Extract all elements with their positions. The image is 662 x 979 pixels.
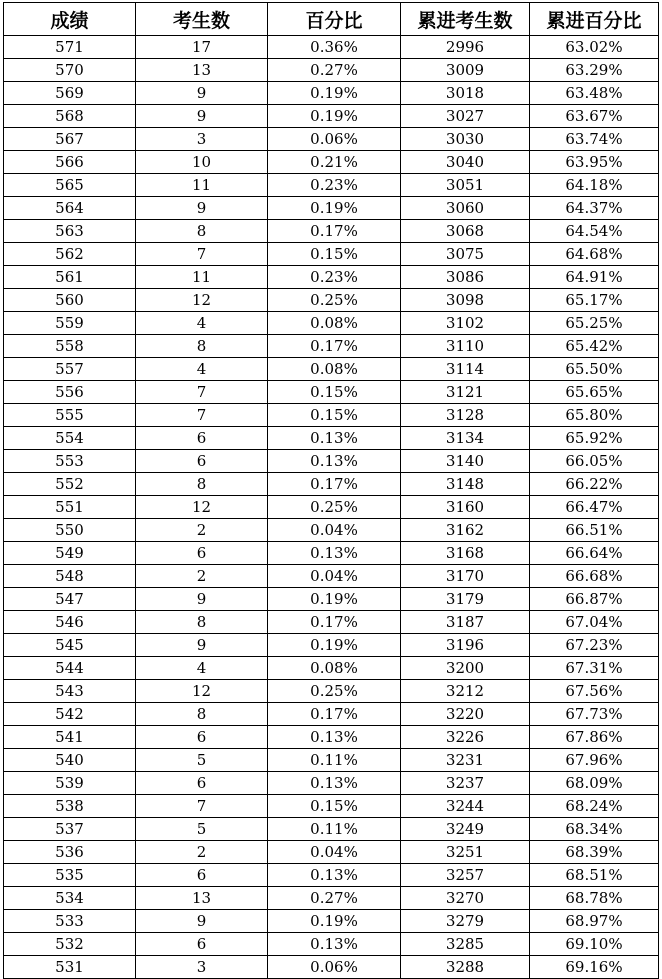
candidate-count-cell: 8 (136, 703, 268, 726)
cumulative-percentage-cell: 63.29% (530, 59, 659, 82)
cumulative-count-cell: 3251 (401, 841, 530, 864)
header-score: 成绩 (4, 3, 136, 36)
header-percentage: 百分比 (268, 3, 401, 36)
cumulative-count-cell: 3162 (401, 519, 530, 542)
candidate-count-cell: 2 (136, 565, 268, 588)
cumulative-percentage-cell: 63.74% (530, 128, 659, 151)
table-row (4, 634, 659, 657)
score-cell: 565 (4, 174, 136, 197)
table-row (4, 657, 659, 680)
cumulative-count-cell: 3288 (401, 956, 530, 979)
percentage-cell: 0.04% (268, 841, 401, 864)
cumulative-count-cell: 3140 (401, 450, 530, 473)
table-row (4, 289, 659, 312)
table-row (4, 335, 659, 358)
score-cell: 534 (4, 887, 136, 910)
score-cell: 561 (4, 266, 136, 289)
score-cell: 558 (4, 335, 136, 358)
score-cell: 541 (4, 726, 136, 749)
candidate-count-cell: 9 (136, 588, 268, 611)
cumulative-count-cell: 3249 (401, 818, 530, 841)
cumulative-count-cell: 3060 (401, 197, 530, 220)
percentage-cell: 0.04% (268, 519, 401, 542)
percentage-cell: 0.25% (268, 496, 401, 519)
score-cell: 554 (4, 427, 136, 450)
table-row (4, 841, 659, 864)
cumulative-count-cell: 3027 (401, 105, 530, 128)
candidate-count-cell: 7 (136, 404, 268, 427)
score-cell: 560 (4, 289, 136, 312)
cumulative-percentage-cell: 63.67% (530, 105, 659, 128)
table-row (4, 266, 659, 289)
candidate-count-cell: 6 (136, 864, 268, 887)
candidate-count-cell: 9 (136, 197, 268, 220)
percentage-cell: 0.11% (268, 818, 401, 841)
cumulative-percentage-cell: 69.16% (530, 956, 659, 979)
score-cell: 538 (4, 795, 136, 818)
table-row (4, 910, 659, 933)
table-row (4, 450, 659, 473)
cumulative-percentage-cell: 66.64% (530, 542, 659, 565)
score-cell: 531 (4, 956, 136, 979)
table-row (4, 312, 659, 335)
cumulative-percentage-cell: 66.87% (530, 588, 659, 611)
candidate-count-cell: 3 (136, 128, 268, 151)
percentage-cell: 0.13% (268, 933, 401, 956)
cumulative-percentage-cell: 65.42% (530, 335, 659, 358)
table-row (4, 933, 659, 956)
score-cell: 542 (4, 703, 136, 726)
table-row (4, 473, 659, 496)
cumulative-count-cell: 3257 (401, 864, 530, 887)
table-row (4, 772, 659, 795)
table-row (4, 680, 659, 703)
percentage-cell: 0.06% (268, 128, 401, 151)
candidate-count-cell: 3 (136, 956, 268, 979)
percentage-cell: 0.13% (268, 726, 401, 749)
score-cell: 555 (4, 404, 136, 427)
cumulative-count-cell: 3231 (401, 749, 530, 772)
percentage-cell: 0.19% (268, 634, 401, 657)
table-row (4, 59, 659, 82)
percentage-cell: 0.25% (268, 289, 401, 312)
candidate-count-cell: 2 (136, 841, 268, 864)
cumulative-percentage-cell: 67.73% (530, 703, 659, 726)
table-row (4, 818, 659, 841)
table-row (4, 519, 659, 542)
table-row (4, 703, 659, 726)
candidate-count-cell: 6 (136, 427, 268, 450)
score-cell: 545 (4, 634, 136, 657)
candidate-count-cell: 6 (136, 772, 268, 795)
score-cell: 552 (4, 473, 136, 496)
cumulative-count-cell: 2996 (401, 36, 530, 59)
cumulative-percentage-cell: 68.39% (530, 841, 659, 864)
table-row (4, 427, 659, 450)
score-cell: 551 (4, 496, 136, 519)
cumulative-percentage-cell: 66.68% (530, 565, 659, 588)
cumulative-percentage-cell: 64.37% (530, 197, 659, 220)
table-row (4, 197, 659, 220)
cumulative-count-cell: 3160 (401, 496, 530, 519)
candidate-count-cell: 8 (136, 473, 268, 496)
candidate-count-cell: 8 (136, 611, 268, 634)
cumulative-count-cell: 3051 (401, 174, 530, 197)
candidate-count-cell: 11 (136, 174, 268, 197)
score-table (3, 2, 659, 979)
percentage-cell: 0.19% (268, 910, 401, 933)
candidate-count-cell: 7 (136, 795, 268, 818)
cumulative-percentage-cell: 68.78% (530, 887, 659, 910)
score-cell: 570 (4, 59, 136, 82)
cumulative-count-cell: 3220 (401, 703, 530, 726)
table-row (4, 726, 659, 749)
candidate-count-cell: 6 (136, 933, 268, 956)
percentage-cell: 0.21% (268, 151, 401, 174)
table-row (4, 82, 659, 105)
percentage-cell: 0.19% (268, 82, 401, 105)
cumulative-count-cell: 3237 (401, 772, 530, 795)
cumulative-count-cell: 3200 (401, 657, 530, 680)
score-cell: 566 (4, 151, 136, 174)
cumulative-percentage-cell: 65.50% (530, 358, 659, 381)
candidate-count-cell: 9 (136, 910, 268, 933)
percentage-cell: 0.08% (268, 358, 401, 381)
score-cell: 536 (4, 841, 136, 864)
percentage-cell: 0.17% (268, 703, 401, 726)
table-row (4, 105, 659, 128)
cumulative-count-cell: 3270 (401, 887, 530, 910)
table-row (4, 611, 659, 634)
score-cell: 553 (4, 450, 136, 473)
cumulative-count-cell: 3075 (401, 243, 530, 266)
candidate-count-cell: 6 (136, 542, 268, 565)
percentage-cell: 0.13% (268, 542, 401, 565)
table-row (4, 243, 659, 266)
cumulative-percentage-cell: 68.09% (530, 772, 659, 795)
cumulative-count-cell: 3179 (401, 588, 530, 611)
cumulative-count-cell: 3279 (401, 910, 530, 933)
percentage-cell: 0.13% (268, 772, 401, 795)
candidate-count-cell: 7 (136, 243, 268, 266)
candidate-count-cell: 6 (136, 450, 268, 473)
cumulative-percentage-cell: 66.22% (530, 473, 659, 496)
candidate-count-cell: 13 (136, 887, 268, 910)
percentage-cell: 0.11% (268, 749, 401, 772)
cumulative-count-cell: 3121 (401, 381, 530, 404)
cumulative-percentage-cell: 67.86% (530, 726, 659, 749)
cumulative-percentage-cell: 67.96% (530, 749, 659, 772)
cumulative-percentage-cell: 66.47% (530, 496, 659, 519)
score-cell: 535 (4, 864, 136, 887)
candidate-count-cell: 12 (136, 680, 268, 703)
table-row (4, 749, 659, 772)
cumulative-percentage-cell: 68.24% (530, 795, 659, 818)
cumulative-count-cell: 3068 (401, 220, 530, 243)
cumulative-percentage-cell: 65.25% (530, 312, 659, 335)
candidate-count-cell: 9 (136, 82, 268, 105)
cumulative-percentage-cell: 66.05% (530, 450, 659, 473)
table-row (4, 358, 659, 381)
cumulative-percentage-cell: 63.02% (530, 36, 659, 59)
table-row (4, 496, 659, 519)
percentage-cell: 0.17% (268, 473, 401, 496)
table-body (4, 36, 659, 979)
cumulative-percentage-cell: 67.04% (530, 611, 659, 634)
table-row (4, 381, 659, 404)
cumulative-count-cell: 3018 (401, 82, 530, 105)
cumulative-count-cell: 3086 (401, 266, 530, 289)
cumulative-count-cell: 3134 (401, 427, 530, 450)
cumulative-percentage-cell: 64.18% (530, 174, 659, 197)
table-row (4, 565, 659, 588)
cumulative-percentage-cell: 64.68% (530, 243, 659, 266)
percentage-cell: 0.23% (268, 174, 401, 197)
table-row (4, 36, 659, 59)
table-row (4, 795, 659, 818)
score-cell: 540 (4, 749, 136, 772)
score-cell: 543 (4, 680, 136, 703)
percentage-cell: 0.23% (268, 266, 401, 289)
cumulative-percentage-cell: 68.97% (530, 910, 659, 933)
cumulative-count-cell: 3009 (401, 59, 530, 82)
score-cell: 571 (4, 36, 136, 59)
cumulative-percentage-cell: 66.51% (530, 519, 659, 542)
percentage-cell: 0.15% (268, 795, 401, 818)
score-cell: 562 (4, 243, 136, 266)
score-cell: 547 (4, 588, 136, 611)
percentage-cell: 0.17% (268, 335, 401, 358)
cumulative-percentage-cell: 67.56% (530, 680, 659, 703)
candidate-count-cell: 2 (136, 519, 268, 542)
candidate-count-cell: 8 (136, 335, 268, 358)
cumulative-count-cell: 3098 (401, 289, 530, 312)
cumulative-count-cell: 3040 (401, 151, 530, 174)
score-cell: 567 (4, 128, 136, 151)
table-row (4, 864, 659, 887)
cumulative-count-cell: 3226 (401, 726, 530, 749)
percentage-cell: 0.13% (268, 427, 401, 450)
score-cell: 550 (4, 519, 136, 542)
percentage-cell: 0.17% (268, 220, 401, 243)
cumulative-percentage-cell: 64.91% (530, 266, 659, 289)
candidate-count-cell: 13 (136, 59, 268, 82)
score-cell: 537 (4, 818, 136, 841)
percentage-cell: 0.13% (268, 864, 401, 887)
score-cell: 546 (4, 611, 136, 634)
percentage-cell: 0.17% (268, 611, 401, 634)
candidate-count-cell: 6 (136, 726, 268, 749)
cumulative-percentage-cell: 69.10% (530, 933, 659, 956)
cumulative-count-cell: 3168 (401, 542, 530, 565)
score-cell: 549 (4, 542, 136, 565)
percentage-cell: 0.04% (268, 565, 401, 588)
score-cell: 559 (4, 312, 136, 335)
table-row (4, 151, 659, 174)
score-cell: 557 (4, 358, 136, 381)
candidate-count-cell: 5 (136, 818, 268, 841)
cumulative-percentage-cell: 67.31% (530, 657, 659, 680)
table-row (4, 220, 659, 243)
cumulative-percentage-cell: 67.23% (530, 634, 659, 657)
cumulative-percentage-cell: 63.48% (530, 82, 659, 105)
cumulative-percentage-cell: 65.80% (530, 404, 659, 427)
cumulative-count-cell: 3114 (401, 358, 530, 381)
candidate-count-cell: 5 (136, 749, 268, 772)
cumulative-count-cell: 3244 (401, 795, 530, 818)
score-cell: 556 (4, 381, 136, 404)
percentage-cell: 0.19% (268, 105, 401, 128)
table-row (4, 887, 659, 910)
cumulative-count-cell: 3128 (401, 404, 530, 427)
candidate-count-cell: 8 (136, 220, 268, 243)
percentage-cell: 0.08% (268, 312, 401, 335)
header-candidate-count: 考生数 (136, 3, 268, 36)
cumulative-count-cell: 3030 (401, 128, 530, 151)
score-cell: 568 (4, 105, 136, 128)
score-cell: 548 (4, 565, 136, 588)
cumulative-percentage-cell: 65.17% (530, 289, 659, 312)
header-row (4, 3, 659, 36)
percentage-cell: 0.08% (268, 657, 401, 680)
cumulative-percentage-cell: 65.65% (530, 381, 659, 404)
candidate-count-cell: 4 (136, 312, 268, 335)
table-row (4, 128, 659, 151)
percentage-cell: 0.15% (268, 404, 401, 427)
cumulative-percentage-cell: 64.54% (530, 220, 659, 243)
percentage-cell: 0.13% (268, 450, 401, 473)
candidate-count-cell: 4 (136, 657, 268, 680)
candidate-count-cell: 4 (136, 358, 268, 381)
cumulative-count-cell: 3170 (401, 565, 530, 588)
table-row (4, 956, 659, 979)
score-cell: 532 (4, 933, 136, 956)
score-cell: 563 (4, 220, 136, 243)
candidate-count-cell: 12 (136, 496, 268, 519)
candidate-count-cell: 7 (136, 381, 268, 404)
percentage-cell: 0.27% (268, 59, 401, 82)
cumulative-percentage-cell: 65.92% (530, 427, 659, 450)
cumulative-count-cell: 3196 (401, 634, 530, 657)
cumulative-percentage-cell: 68.34% (530, 818, 659, 841)
candidate-count-cell: 12 (136, 289, 268, 312)
header-cumulative-percentage: 累进百分比 (530, 3, 659, 36)
cumulative-percentage-cell: 63.95% (530, 151, 659, 174)
percentage-cell: 0.15% (268, 243, 401, 266)
table-row (4, 588, 659, 611)
score-cell: 569 (4, 82, 136, 105)
cumulative-count-cell: 3285 (401, 933, 530, 956)
percentage-cell: 0.15% (268, 381, 401, 404)
candidate-count-cell: 9 (136, 105, 268, 128)
cumulative-count-cell: 3110 (401, 335, 530, 358)
percentage-cell: 0.06% (268, 956, 401, 979)
candidate-count-cell: 11 (136, 266, 268, 289)
cumulative-count-cell: 3212 (401, 680, 530, 703)
percentage-cell: 0.25% (268, 680, 401, 703)
cumulative-count-cell: 3148 (401, 473, 530, 496)
table-row (4, 542, 659, 565)
score-cell: 564 (4, 197, 136, 220)
percentage-cell: 0.27% (268, 887, 401, 910)
table-header (4, 3, 659, 36)
candidate-count-cell: 17 (136, 36, 268, 59)
candidate-count-cell: 9 (136, 634, 268, 657)
percentage-cell: 0.19% (268, 588, 401, 611)
cumulative-percentage-cell: 68.51% (530, 864, 659, 887)
score-cell: 539 (4, 772, 136, 795)
cumulative-count-cell: 3187 (401, 611, 530, 634)
percentage-cell: 0.19% (268, 197, 401, 220)
candidate-count-cell: 10 (136, 151, 268, 174)
table-row (4, 174, 659, 197)
score-cell: 544 (4, 657, 136, 680)
score-cell: 533 (4, 910, 136, 933)
table-row (4, 404, 659, 427)
cumulative-count-cell: 3102 (401, 312, 530, 335)
header-cumulative-count: 累进考生数 (401, 3, 530, 36)
percentage-cell: 0.36% (268, 36, 401, 59)
